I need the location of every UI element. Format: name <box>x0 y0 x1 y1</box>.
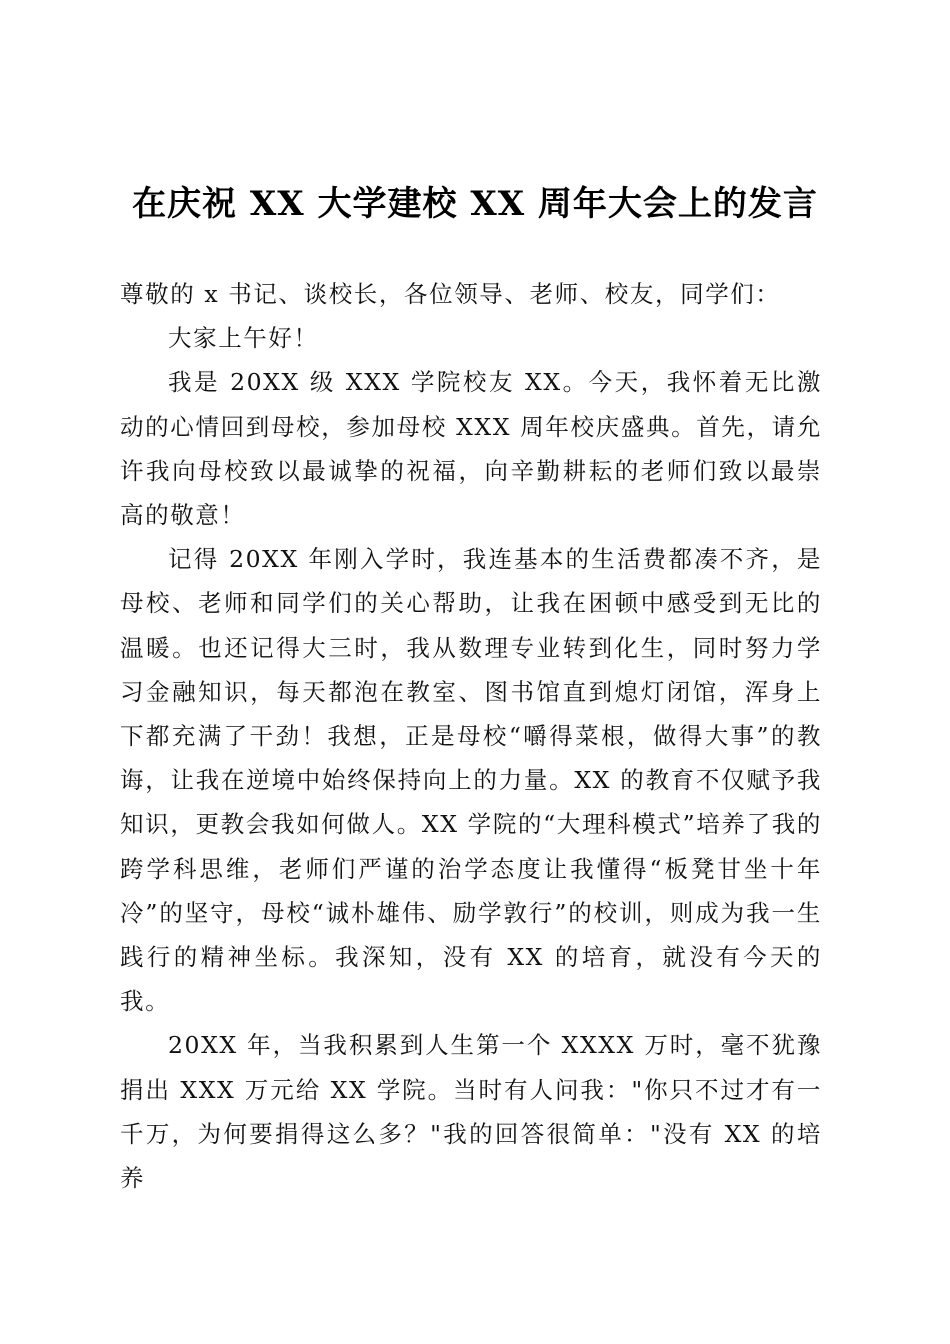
document-title: 在庆祝 XX 大学建校 XX 周年大会上的发言 <box>132 184 818 224</box>
paragraph-donation: 20XX 年，当我积累到人生第一个 XXXX 万时，毫不犹豫捐出 XXX 万元给 XX 学院。当时有人问我："你只不过才有一千万，为何要捐得这么多？"我的回答很简单："没有 XX 的培养 <box>120 1031 822 1193</box>
salutation: 尊敬的 x 书记、谈校长，各位领导、老师、校友，同学们： <box>120 280 781 308</box>
paragraph-memories: 记得 20XX 年刚入学时，我连基本的生活费都凑不齐，是母校、老师和同学们的关心帮助，让我在困顿中感受到无比的温暖。也还记得大三时，我从数理专业转到化生，同时努力学习金融知识，每天都泡在教室、图书馆直到熄灯闭馆，浑身上下都充满了干劲！我想，正是母校“嚼得菜根，做得大事”的教诲，让我在逆境中始终保持向上的力量。XX 的教育不仅赋予我知识，更教会我如何做人。XX 学院的“大理科模式”培养了我的跨学科思维，老师们严谨的治学态度让我懂得“板凳甘坐十年冷”的坚守，母校“诚朴雄伟、励学敦行”的校训，则成为我一生践行的精神坐标。我深知，没有 XX 的培育，就没有今天的我。 <box>120 545 822 1016</box>
document-body <box>120 272 822 1200</box>
paragraph-greeting: 大家上午好！ <box>168 324 319 353</box>
paragraph-introduction: 我是 20XX 级 XXX 学院校友 XX。今天，我怀着无比激动的心情回到母校，参加母校 XXX 周年校庆盛典。首先，请允许我向母校致以最诚挚的祝福，向辛勤耕耘的老师们致以最崇高的敬意！ <box>120 368 822 530</box>
